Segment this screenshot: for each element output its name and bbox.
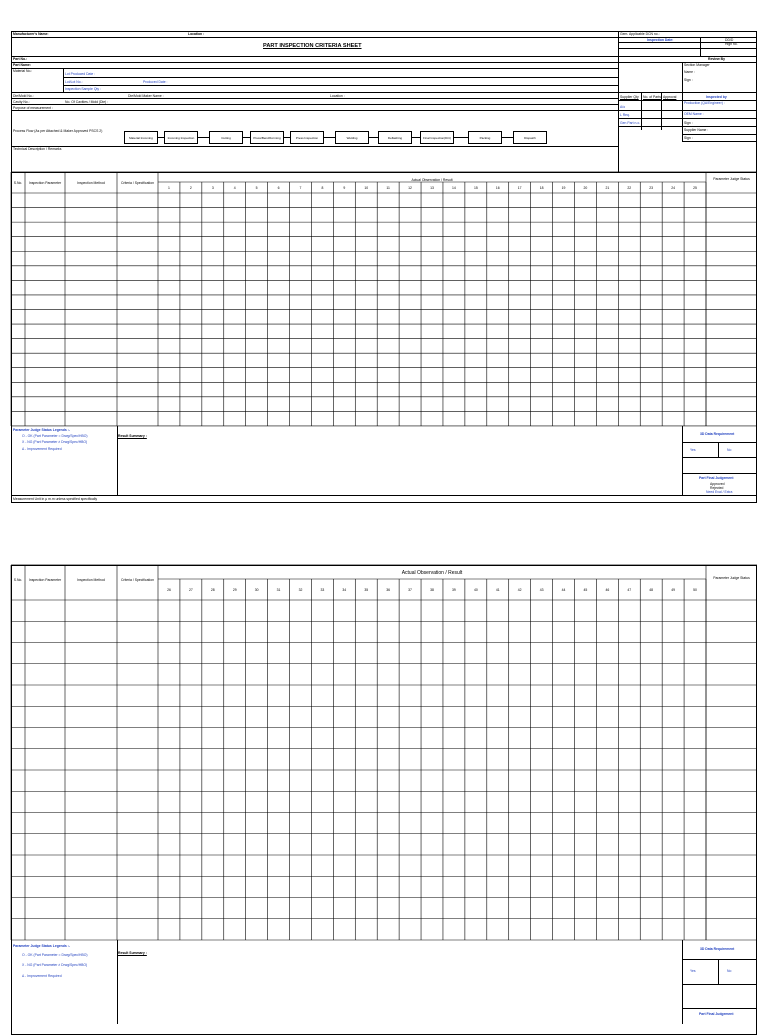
supplier-qa-label: Production (QA/Engineer) : [684,101,725,105]
observation-number: 26 [167,587,171,592]
observation-number: 1 [168,185,170,190]
manufacturer-label: Manufacturer's Name: [13,32,49,36]
purpose-label: Purpose of measurement : [13,106,53,110]
observation-number: 30 [254,587,259,592]
small-b-label: L Req. [620,113,630,117]
location-2-label: Location : [330,94,345,98]
part-final-judgement: Part Final Judgement [699,476,734,480]
observation-number: 10 [364,185,369,190]
observation-number: 3 [211,185,214,190]
observation-number: 19 [561,185,566,190]
observation-number: 13 [430,185,434,190]
col-actual: Actual Observation / Result [411,178,453,182]
die-mold-maker-label: Die/Mold Maker Name : [128,94,164,98]
cavity-no-label: Cavity No.: [13,100,30,104]
small-c-label: Gen Part n.o. [620,121,641,125]
observation-number: 28 [210,587,215,592]
part-no-label: Part No.: [13,57,28,61]
yes-label-2: Yes [690,969,696,973]
observation-number: 34 [342,587,347,592]
observation-number: 24 [671,185,675,190]
no-label: No [727,448,732,452]
stage-box: Final Inspection(Dirt) [420,131,454,144]
stage-box: Incoming Inspection [164,131,198,144]
part-name-label: Part Name: [13,63,31,67]
lot-no-label: Lot/Lot No.: [65,80,83,84]
stage-box: Dispatch [513,131,547,144]
observation-number: 21 [605,185,610,190]
col-parameter-2: Inspection Parameter [28,578,62,582]
col-sno: S.No. [13,181,23,185]
produced-date-label: Produced Date : [143,80,168,84]
technical-description-label: Technical Description / Remarks [13,147,62,151]
observation-number: 9 [343,185,346,190]
observation-number: 15 [473,185,478,190]
3d-data-requirement-2: 3D Data Requirement [700,947,735,951]
sign-2-label: Sign : [684,121,693,125]
part-final-judgement-2: Part Final Judgement [699,1012,734,1016]
observation-number: 12 [408,185,412,190]
observation-number: 22 [627,185,632,190]
date-col-a: DD/D [725,38,734,42]
location-label: Location : [188,32,205,36]
inspection-sample-qty-label: Inspection Sample Qty : [65,87,101,91]
observation-number: 41 [495,587,500,592]
observation-number: 44 [561,587,566,592]
stage-box: Cutting [209,131,243,144]
observation-number: 4 [233,185,236,190]
observation-number: 38 [430,587,434,592]
inspection-date-label: Inspection Date: [647,38,674,42]
review-by-label: Review By [708,57,725,61]
observation-number: 48 [649,587,654,592]
sheet-title: PART INSPECTION CRITERIA SHEET [263,43,362,49]
stage-box: Press Inspection [290,131,324,144]
no-of-parts-label: No. of Parts [643,95,661,99]
small-a-label: A/o [620,105,626,109]
legend-ok: O - OK (Part Parameter = Drwg/Spec/HBO) [22,434,88,438]
legend-title-2: Parameter Judge Status Legends :- [13,944,70,948]
final-approved: Approved [710,482,725,486]
die-mold-no-label: Die/Mold No.: [13,94,34,98]
observation-number: 20 [583,185,588,190]
legend-improvement: Δ - Improvement Required [22,447,62,451]
col-method-2: Inspection Method [77,578,105,582]
observation-number: 40 [473,587,478,592]
observation-number: 6 [277,185,280,190]
no-of-cavities-label: No. Of Cavities / Mold (Die) : [65,100,109,104]
observation-number: 17 [517,185,522,190]
observation-number: 36 [386,587,391,592]
legend-title: Parameter Judge Status Legends :- [13,428,70,432]
result-summary: Result Summary : [118,434,147,438]
sign-3-label: Sign : [684,136,693,140]
observation-number: 45 [583,587,588,592]
observation-number: 35 [364,587,369,592]
final-rejected: Rejected [710,486,724,490]
stage-box: Deflashing [378,131,412,144]
final-need-eval: Need Eval / Extra [706,490,733,494]
supplier-qty-label: Supplier Qty [620,95,639,99]
observation-number: 37 [408,587,412,592]
stage-box: Welding [335,131,369,144]
observation-number: 23 [649,185,654,190]
result-summary-2: Result Summary : [118,951,147,955]
observation-number: 46 [605,587,610,592]
col-parameter: Inspection Parameter [28,181,62,185]
3d-data-requirement: 3D Data Requirement [700,432,735,436]
observation-number: 5 [255,185,258,190]
stage-box: Packing [468,131,502,144]
col-method: Inspection Method [77,181,105,185]
observation-number: 47 [627,587,632,592]
col-criteria-2: Criteria / Specification [121,578,154,582]
observation-number: 8 [321,185,324,190]
observation-number: 25 [693,185,697,190]
observation-number: 39 [452,587,456,592]
inspected-by-label: Inspected by [706,95,727,99]
observation-number: 11 [386,185,390,190]
stage-box: Material Incoming [124,131,158,144]
col-sno-2: S.No. [13,578,23,582]
legend-improvement-2: Δ - Improvement Required [22,974,62,978]
observation-number: 18 [539,185,544,190]
observation-number: 31 [276,587,281,592]
observation-number: 50 [693,587,697,592]
material-no-label: Material No.: [13,69,33,73]
col-actual-2: Actual Observation / Result [401,570,463,576]
observation-number: 14 [452,185,456,190]
stage-box: Press/Bend/Forming [250,131,284,144]
legend-ok-2: O - OK (Part Parameter = Drwg/Spec/HBO) [22,953,88,957]
observation-number: 29 [232,587,237,592]
observation-number: 16 [495,185,500,190]
oem-name-label: OEM Name : [684,112,704,116]
lot-produced-date-label: Lot Produced Date : [65,72,96,76]
section-manager-label: Section Manager [684,63,710,67]
legend-ng-2: X - NG (Part Parameter ≠ Drwg/Spec/HBO) [22,963,88,967]
observation-number: 33 [320,587,325,592]
no-label-2: No [727,969,732,973]
observation-number: 27 [188,587,193,592]
observation-number: 42 [517,587,522,592]
footnote: Measurement Unit in μ m.m unless specified specifically [13,497,98,501]
col-judge: Parameter Judge Status [713,177,750,181]
dcn-label: Gem. Applicable DCN no.: [620,32,660,36]
yes-label: Yes [690,448,696,452]
date-col-b: High no. [725,42,738,46]
col-judge-2: Parameter Judge Status [713,576,750,580]
name-label: Name : [684,70,695,74]
supplier-name-label: Supplier Name : [684,128,709,132]
observation-number: 49 [671,587,675,592]
observation-number: 43 [539,587,544,592]
col-criteria: Criteria / Specification [121,181,154,185]
approval-label: Approval [663,95,677,99]
observation-number: 7 [299,185,302,190]
observation-number: 2 [189,185,192,190]
observation-number: 32 [298,587,303,592]
legend-ng: X - NG (Part Parameter ≠ Drwg/Spec/HBO) [22,440,88,444]
sign-label: Sign : [684,78,693,82]
process-flow-label: Process Flow (As per Attached & Maker Approved PSCS 2) [13,129,103,133]
